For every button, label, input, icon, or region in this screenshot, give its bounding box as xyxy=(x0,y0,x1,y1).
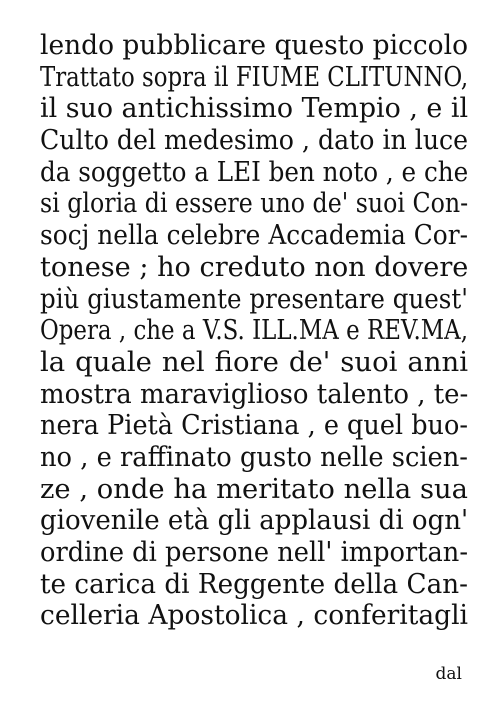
text-line: si gloria di essere uno de' suoi Con- xyxy=(40,187,469,220)
text-line: ordine di persone nell' importan- xyxy=(40,536,468,568)
text-line: te carica di Reggente della Can- xyxy=(40,567,468,600)
text-line: Opera , che a V.S. ILL.MA e REV.MA, xyxy=(40,314,468,347)
text-line: tonese ; ho creduto non dovere xyxy=(40,250,469,283)
text-line: no , e raffinato gusto nelle scien- xyxy=(40,440,468,473)
catchword: dal xyxy=(435,664,462,684)
text-line: ze , onde ha meritato nella sua xyxy=(40,472,468,505)
text-line: giovenile età gli applausi di ogn' xyxy=(40,504,469,537)
text-line: Culto del medesimo , dato in luce xyxy=(40,124,469,157)
text-line: nera Pietà Cristiana , e quel buo- xyxy=(40,409,469,442)
text-line: Trattato sopra il FIUME CLITUNNO, xyxy=(40,60,469,93)
text-line: più giustamente presentare quest' xyxy=(40,282,468,315)
text-line: lendo pubblicare questo piccolo xyxy=(40,29,468,61)
text-line: mostra maraviglioso talento , te- xyxy=(40,377,469,410)
text-line: da soggetto a LEI ben noto , e che xyxy=(40,155,469,188)
text-line: la quale nel fiore de' suoi anni xyxy=(40,345,468,378)
body-text xyxy=(40,30,468,632)
text-line: celleria Apostolica , conferitagli xyxy=(40,599,468,632)
text-line: il suo antichissimo Tempio , e il xyxy=(40,92,469,125)
text-line: socj nella celebre Accademia Cor- xyxy=(40,219,468,252)
